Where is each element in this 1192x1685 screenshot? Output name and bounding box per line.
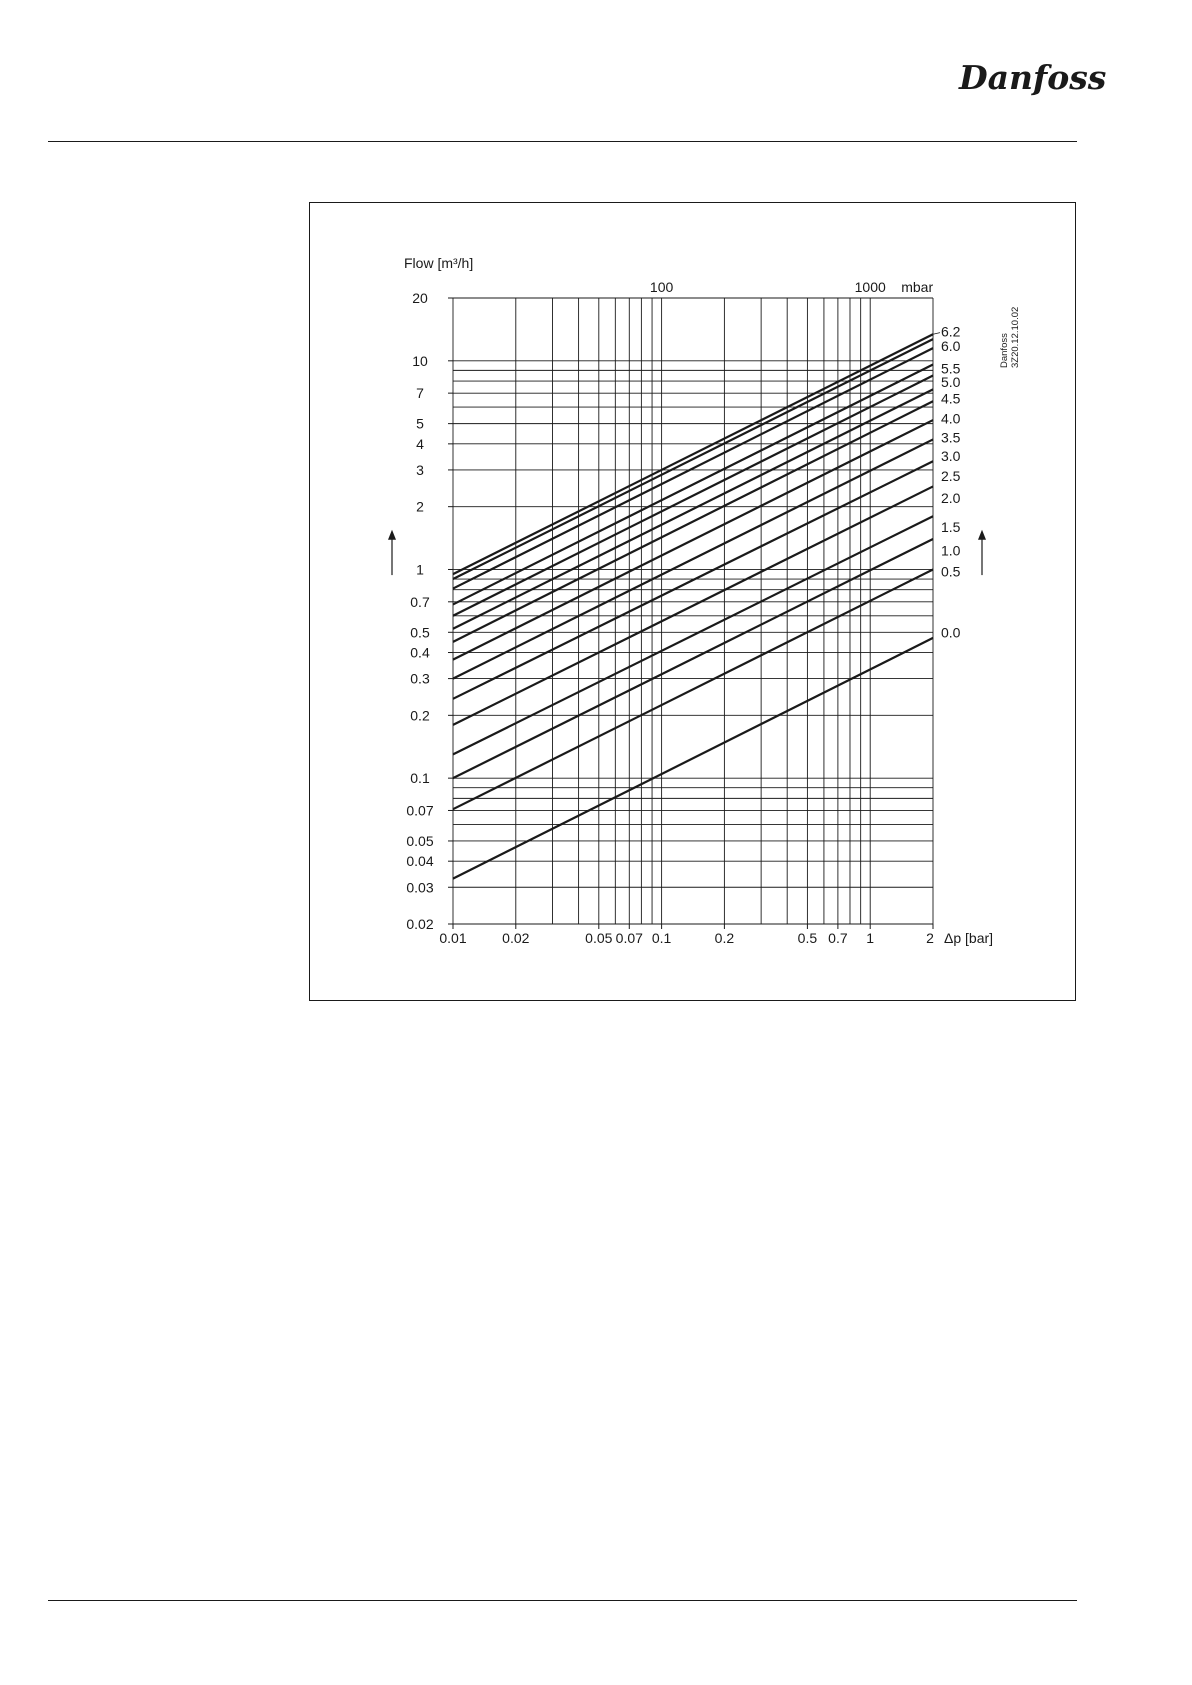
series-label: 3.5 xyxy=(941,429,961,446)
series-label: 2.5 xyxy=(941,468,961,485)
x-tick-label: 2 xyxy=(926,930,934,946)
x-tick-label: 0.2 xyxy=(714,930,735,946)
series-label-leader xyxy=(933,333,940,335)
y-tick-label: 10 xyxy=(412,352,428,369)
y-tick-label: 2 xyxy=(416,498,424,515)
y-tick-label: 0.7 xyxy=(410,593,430,610)
y-tick-label: 7 xyxy=(416,385,424,402)
series-label: 5.0 xyxy=(941,374,961,391)
y-tick-label: 0.4 xyxy=(410,644,430,661)
series-label: 1.0 xyxy=(941,542,961,559)
x-axis-title: Δp [bar] xyxy=(944,930,994,946)
y-tick-label: 0.2 xyxy=(410,707,430,724)
top-axis-unit: mbar xyxy=(901,279,934,295)
y-tick-label: 0.07 xyxy=(406,802,434,819)
top-tick-label: 1000 xyxy=(854,279,886,295)
y-tick-label: 0.05 xyxy=(406,832,434,849)
x-tick-label: 0.5 xyxy=(797,930,818,946)
danfoss-logo xyxy=(955,52,1107,100)
document-code-line: Danfoss xyxy=(999,333,1010,368)
document-code-line: 3Z20.12.10.02 xyxy=(1010,306,1021,368)
y-tick-label: 4 xyxy=(416,435,424,452)
y-tick-label: 0.04 xyxy=(406,853,434,870)
series-label: 0.5 xyxy=(941,563,961,580)
up-arrow-icon xyxy=(978,530,986,540)
series-label: 4.0 xyxy=(941,410,961,427)
y-tick-label: 0.02 xyxy=(406,916,434,932)
series-label: 6.2 xyxy=(941,323,961,340)
y-tick-label: 3 xyxy=(416,461,424,478)
y-tick-label: 5 xyxy=(416,415,424,432)
series-label: 3.0 xyxy=(941,447,961,464)
x-tick-label: 0.1 xyxy=(651,930,672,946)
footer-rule xyxy=(48,1600,1077,1601)
y-tick-label: 0.1 xyxy=(410,770,430,787)
up-arrow-icon xyxy=(388,530,396,540)
x-tick-label: 0.7 xyxy=(828,930,848,946)
danfoss-logo-wordmark: Danfoss xyxy=(959,58,1107,97)
x-tick-label: 0.07 xyxy=(615,930,643,946)
series-label: 2.0 xyxy=(941,490,961,507)
figure-frame xyxy=(309,202,1076,1001)
x-tick-label: 1 xyxy=(866,930,875,946)
y-tick-label: 0.03 xyxy=(406,879,434,896)
x-tick-label: 0.01 xyxy=(439,930,467,946)
series-label: 0.0 xyxy=(941,624,961,641)
y-tick-label: 20 xyxy=(412,290,428,306)
y-tick-label: 0.3 xyxy=(410,670,430,687)
flow-chart xyxy=(310,203,1077,1002)
header-rule xyxy=(48,141,1077,142)
series-label: 1.5 xyxy=(941,518,961,535)
series-label: 4.5 xyxy=(941,390,961,407)
x-tick-label: 0.05 xyxy=(585,930,613,946)
top-tick-label: 100 xyxy=(649,279,674,295)
x-tick-label: 0.02 xyxy=(502,930,530,946)
series-label: 5.5 xyxy=(941,360,961,377)
y-tick-label: 1 xyxy=(416,561,424,578)
y-axis-title: Flow [m³/h] xyxy=(404,255,474,271)
y-tick-label: 0.5 xyxy=(410,624,430,641)
series-label: 6.0 xyxy=(941,337,961,354)
